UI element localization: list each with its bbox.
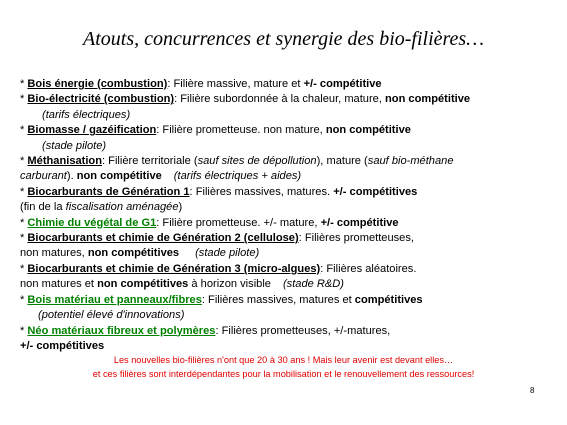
item-note: sauf bio-méthane [367,155,454,168]
item-emphasis: +/- compétitives [333,185,418,198]
footer-line-1: Les nouvelles bio-filières n'ont que 20 à 30 ans ! Mais leur avenir est devant elles… [113,355,454,365]
item-text: non matures, [20,247,88,260]
item-heading: Biocarburants et chimie de Génération 2 (cellulose) [27,232,299,245]
item-text: : Filière prometteuse. +/- mature, [156,216,321,229]
item-heading: Bois matériau et panneaux/fibres [27,293,202,306]
line-methanisation-cont [20,169,555,184]
item-text: ), mature ( [316,155,368,168]
item-text: non matures et [20,278,98,291]
slide-title: Atouts, concurrences et synergie des bio-filières… [82,28,484,50]
bullet: * [20,93,28,106]
item-text: (fin de la [20,201,66,214]
item-emphasis: non compétitive [385,93,471,106]
line-biocarburants-g2 [20,231,555,246]
item-heading: Biocarburants et chimie de Génération 3 (micro-algues) [27,262,321,275]
item-text: ) [178,201,183,214]
item-note: sauf sites de dépollution [197,155,317,168]
line-chimie-g1 [20,216,555,231]
item-text: : Filières prometteuses, +/-matures, [215,324,391,337]
item-text: : Filières massives, matures. [189,185,334,198]
bullet: * [20,232,28,245]
item-text: : Filière territoriale ( [102,155,198,168]
item-text: : Filières aléatoires. [320,262,417,275]
bullet: * [20,324,28,337]
footer-note [0,354,567,381]
bullet: * [20,124,28,137]
item-heading: Bois énergie (combustion) [27,78,168,90]
item-emphasis: non compétitives [87,247,180,260]
item-emphasis: non compétitives [97,278,189,291]
line-neo-cont [20,339,555,354]
line-g2-cont [20,246,555,261]
item-heading: Néo matériaux fibreux et polymères [27,324,216,337]
line-innovations [20,308,555,323]
item-emphasis: compétitives [354,293,423,306]
item-text: ). [66,170,77,183]
item-note: (potentiel élevé d'innovations) [38,309,185,322]
item-heading: Chimie du végétal de G1 [27,216,157,229]
slide-body [20,77,555,354]
item-text: : Filière subordonnée à la chaleur, mature, [174,93,386,106]
item-heading: Biomasse / gazéification [27,124,157,137]
item-heading: Méthanisation [27,155,102,168]
line-methanisation [20,154,555,169]
bullet: * [20,293,28,306]
item-emphasis: non compétitive [76,170,162,183]
item-heading: Bio-électricité (combustion) [27,93,175,106]
item-note: (stade pilote) [42,139,107,152]
line-tarifs [20,108,555,123]
item-text: : Filière prometteuse. non mature, [156,124,326,137]
item-note: (stade R&D) [282,278,345,291]
page-number: 8 [530,386,535,395]
item-note: carburant [20,170,67,183]
line-neo-materiaux [20,324,555,339]
item-emphasis: non compétitive [325,124,411,137]
item-note: (tarifs électriques) [42,108,131,121]
item-note: fiscalisation aménagée [65,201,179,214]
line-stade-pilote [20,139,555,154]
item-text: : Filières massives, matures et [201,293,355,306]
line-biomasse [20,123,555,138]
line-biocarburants-g3 [20,262,555,277]
bullet: * [20,216,28,229]
footer-line-2: et ces filières sont interdépendantes pour la mobilisation et le renouvellement des ressources! [92,368,475,379]
bullet: * [20,155,28,168]
line-fiscalisation [20,200,555,215]
bullet: * [20,185,28,198]
item-emphasis: +/- compétitives [20,339,105,352]
item-text: : Filières prometteuses, [298,232,414,245]
line-bio-electricite [20,92,555,107]
item-text: à horizon visible [188,278,271,291]
bullet: * [20,262,28,275]
item-emphasis: +/- compétitive [320,216,399,229]
bullet: * [20,78,28,90]
line-g3-cont [20,277,555,292]
item-note: (tarifs électriques + aides) [173,170,302,183]
item-text: : Filière massive, mature et [167,78,304,90]
item-heading: Biocarburants de Génération 1 [27,185,190,198]
item-emphasis: +/- compétitive [303,78,382,90]
item-note: (stade pilote) [195,247,260,260]
line-biocarburants-g1 [20,185,555,200]
line-bois-materiau [20,293,555,308]
line-bois-energie [20,77,555,92]
